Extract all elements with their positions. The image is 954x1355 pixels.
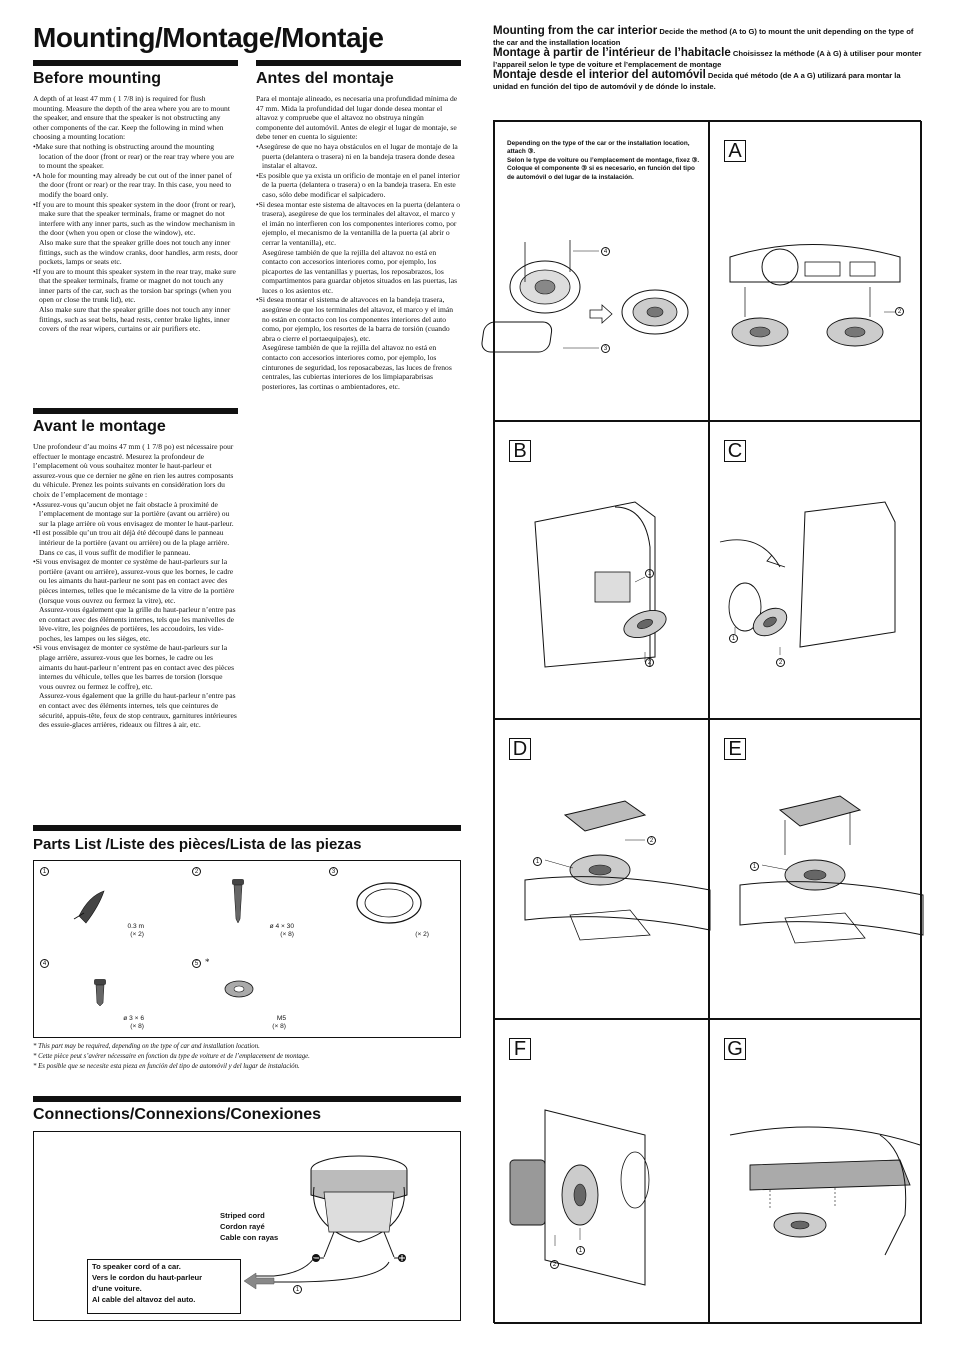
section-rule xyxy=(256,60,461,66)
panel-label-d: D xyxy=(509,738,531,760)
parts-illustrations xyxy=(34,861,462,1039)
callout-1: 1 xyxy=(576,1246,585,1255)
avant-item-subtext: Assurez-vous également que la grille du haut-parleur n’entre pas en contact avec des éléments internes, tels que les manivelles de lève-vitre, les poignées de portières, les accoudoirs, les vide-poches, les lampes ou les sièges, etc. xyxy=(39,605,236,643)
es-rest: Decida qué método (de A a G) utilizará para montar la unidad en función del tipo de automóvil y de dónde lo instale. xyxy=(493,71,901,91)
panel-a-speaker-illustration xyxy=(495,122,710,422)
avant-item-text: Il est possible qu’un trou ait déjà été découpé dans le panneau intérieur de la portière (avant ou arrière) ou de la plage arrière. Dans ce cas, il vous suffit de modifier le panneau. xyxy=(35,528,230,557)
callout-3: 3 xyxy=(601,344,610,353)
callout-4: 4 xyxy=(601,247,610,256)
callout-2: 2 xyxy=(645,658,654,667)
panel-label-f: F xyxy=(509,1038,531,1060)
part-2-number: 2 xyxy=(192,867,201,876)
avant-intro: Une profondeur d’au moins 47 mm ( 1 7/8 po) est nécessaire pour effectuer le montage encastré. Mesurez la profondeur de l’emplacement où vous souhaitez monter le haut-parleur et assurez-vous que ce dernier ne gêne en rien les autres composants du véhicule. Prenez les points suivants en considération lors du choix de l’emplacement de montage : xyxy=(33,442,234,499)
avant-heading: Avant le montage xyxy=(33,418,166,435)
avant-item: •Assurez-vous qu’aucun objet ne fait obstacle à proximité de l’emplacement de montage sur la portière (avant ou arrière) ou sur la plage arrière où vous envisagez de monter le haut-parleur. xyxy=(33,499,234,528)
section-rule xyxy=(33,825,461,831)
before-list xyxy=(33,142,238,334)
before-body xyxy=(33,94,238,334)
avant-body xyxy=(33,442,238,730)
part-2-label: ø 4 × 30 (× 8) xyxy=(269,923,294,938)
avant-list xyxy=(33,500,238,730)
avant-item: •Il est possible qu’un trou ait déjà été découpé dans le panneau intérieur de la portière (avant ou arrière) ou de la plage arrière. Dans ce cas, il vous suffit de modifier le panneau. xyxy=(33,528,230,557)
before-item-subtext: Also make sure that the speaker grille does not touch any inner fittings, such as the window cranks, door handles, arm rests, door pockets, lamps or seats etc. xyxy=(39,237,238,267)
parts-list-box xyxy=(33,860,461,1038)
panel-a-cell xyxy=(709,121,922,421)
panel-b-cell xyxy=(494,421,709,719)
part-5-asterisk: * xyxy=(205,957,210,967)
panel-f-side-panel-illustration xyxy=(495,1020,710,1325)
fr-title: Montage à partir de l’intérieur de l’habitacle xyxy=(493,47,731,59)
callout-1: 1 xyxy=(533,857,542,866)
fr-rest: Choisissez la méthode (A à G) à utiliser pour monter l’appareil selon le type de voiture et l’emplacement de montage xyxy=(493,49,922,69)
panel-a-note: Depending on the type of the car or the installation location, attach ③. Selon le type de voiture ou l’emplacement de montage, fixez ③. Coloque el componente ③ si es necesario, en función del tipo de automóvil o del lugar de la instalación. xyxy=(507,140,700,181)
connections-heading: Connections/Connexions/Conexiones xyxy=(33,1106,322,1123)
before-item: •If you are to mount this speaker system in the rear tray, make sure that the speaker terminals, frame or magnet do not touch any inner parts of the car, such as the torsion bar springs (when you open or close the trunk lid), etc. Also make sure that the speaker grille does not touch any inner fittings, such as seat belts, head rests, center brake lights, inner covers of the rear wipers, curtains or air purifiers etc. xyxy=(33,267,238,334)
antes-item: •Es posible que ya exista un orificio de montaje en el panel interior de la puerta (delantera o trasera) o en la bandeja trasera. En este caso, sólo debe modificar el salpicadero. xyxy=(256,170,460,199)
panel-e-rear-tray-illustration xyxy=(710,720,923,1020)
connections-box xyxy=(33,1131,461,1321)
panel-label-c: C xyxy=(724,440,746,462)
avant-item-text: Assurez-vous qu’aucun objet ne fait obstacle à proximité de l’emplacement de montage sur la portière (avant ou arrière) ou sur la plage arrière où vous envisagez de monter le haut-parleur. xyxy=(35,499,234,528)
before-item-subtext: Also make sure that the speaker grille does not touch any inner fittings, such as seat belts, head rests, center brake lights, inner covers of the rear wipers, curtains or air purifiers etc. xyxy=(39,305,231,334)
before-item: •Make sure that nothing is obstructing around the mounting location of the door (front or rear) or the rear tray where you are to mount the speaker. xyxy=(33,141,235,171)
panel-label-e: E xyxy=(724,738,746,760)
panel-c-cell xyxy=(709,421,922,719)
before-item-text: If you are to mount this speaker system in the door (front or rear), make sure that the speaker terminals, frame or magnet do not interfere with any inner parts, such as the window mechanism in the door (when you open or close the window), etc. xyxy=(35,199,236,238)
before-item-text: Make sure that nothing is obstructing around the mounting location of the door (front or rear) or the rear tray where you are to mount the speaker. xyxy=(35,141,235,171)
es-title: Montaje desde el interior del automóvil xyxy=(493,69,706,81)
antes-list xyxy=(256,142,461,391)
before-item: •A hole for mounting may already be cut out of the inner panel of the door (front or rear) or the rear tray. In this case, you need to modify the board only. xyxy=(33,170,232,199)
part-4-number: 4 xyxy=(40,959,49,968)
part-5-number: 5 xyxy=(192,959,201,968)
parts-heading: Parts List /Liste des pièces/Lista de las piezas xyxy=(33,836,362,853)
parts-footnote-es: * Es posible que se necesite esta pieza en función del tipo de automóvil y del lugar de instalación. xyxy=(33,1063,300,1070)
antes-item: •Si desea montar el sistema de altavoces en la bandeja trasera, asegúrese de que los terminales del altavoz, el marco y el imán no están en contacto con los componentes interiores del auto como, por ejemplo, los resortes de la barra de torsión (cuando abra o cierre el portaequipajes), etc. Asegúrese también de que la rejilla del altavoz no está en contacto con accesorios interiores como, por ejemplo, los cinturones de seguridad, los reposacabezas, las luces de frenos centrales, las cubiertas interiores de los limpiaparabrisas posteriores, las cortinas o ambientadores, etc. xyxy=(256,295,461,391)
antes-item-text: Asegúrese de que no haya obstáculos en el lugar de montaje de la puerta (delantera o trasera) ni en la bandeja trasera donde desea instalar el altavoz. xyxy=(258,141,458,171)
mounting-interior-header xyxy=(493,26,923,92)
before-item: •If you are to mount this speaker system in the door (front or rear), make sure that the speaker terminals, frame or magnet do not interfere with any inner parts, such as the window mechanism in the door (when you open or close the window), etc. Also make sure that the speaker grille does not touch any inner fittings, such as the window cranks, door handles, arm rests, door pockets, lamps or seats etc. xyxy=(33,199,238,267)
antes-item-subtext: Asegúrese también de que la rejilla del altavoz no está en contacto con accesorios interiores como, por ejemplo, los cinturones de seguridad, los reposacabezas, las luces de frenos centrales, las cubiertas interiores de los limpiaparabrisas posteriores, las cortinas o ambientadores, etc. xyxy=(262,343,452,391)
avant-item: •Si vous envisagez de monter ce système de haut-parleurs sur la portière (avant ou arrière), assurez-vous que les bornes, le cadre ou les aimants du haut-parleur ne sont pas en contact avec des pièces internes, telles que le mécanisme de la vitre de la portière (lorsque vous ouvrez ou fermez la vitre), etc. Assurez-vous également que la grille du haut-parleur n’entre pas en contact avec des éléments internes, tels que les manivelles de lève-vitre, les poignées de portières, les accoudoirs, les vide-poches, les lampes ou les sièges, etc. xyxy=(33,557,238,643)
callout-1: 1 xyxy=(293,1285,302,1294)
striped-cord-label: Striped cord Cordon rayé Cable con rayas xyxy=(220,1211,279,1242)
avant-item-text: Si vous envisagez de monter ce système de haut-parleurs sur la portière (avant ou arrière), assurez-vous que les bornes, le cadre ou les aimants du haut-parleur ne sont pas en contact avec des pièces internes, telles que le mécanisme de la vitre de la portière (lorsque vous ouvrez ou fermez la vitre), etc. xyxy=(35,557,235,605)
before-heading: Before mounting xyxy=(33,70,161,87)
section-rule xyxy=(33,1096,461,1102)
to-car-cord-label: To speaker cord of a car. Vers le cordon du haut-parleur d’une voiture. Al cable del altavoz del auto. xyxy=(87,1259,241,1314)
avant-item-text: Si vous envisagez de monter ce système de haut-parleurs sur la plage arrière, assurez-vous que les bornes, le cadre ou les aimants du haut-parleur n’entrent pas en contact avec des pièces internes du véhicule, telles que les barres de torsion (lorsque vous ouvrez ou fermez le coffre), etc. xyxy=(35,643,235,691)
part-1-label: 0.3 m (× 2) xyxy=(127,923,144,938)
antes-item: •Si desea montar este sistema de altavoces en la puerta (delantera o trasera), asegúrese de que los terminales del altavoz, el marco y el imán no interfieren con los componentes interiores como, por ejemplo, el mecanismo de la ventanilla de la puerta (al abrir o cerrar la ventanilla), etc. Asegúrese también de que la rejilla del altavoz no está en contacto con accesorios interiores como, por ejemplo, los picaportes de las ventanillas y puertas, los reposabrazos, los compartimentos para guardar objetos situados en las puertas, las luces o los asientos etc. xyxy=(256,199,461,295)
panel-g-parcel-shelf-illustration xyxy=(710,1020,923,1325)
callout-2: 2 xyxy=(895,307,904,316)
antes-item-text: Es posible que ya exista un orificio de montaje en el panel interior de la puerta (delantera o trasera) o en la bandeja trasera. En este caso, sólo debe modificar el salpicadero. xyxy=(258,170,460,199)
panel-a-note-cell xyxy=(494,121,709,421)
part-5-label: M5 (× 8) xyxy=(272,1015,286,1030)
callout-1: 1 xyxy=(750,862,759,871)
panel-b-door-illustration xyxy=(495,422,710,720)
part-3-label: (× 2) xyxy=(415,931,429,938)
panel-d-rear-tray-illustration xyxy=(495,720,710,1020)
antes-item-subtext: Asegúrese también de que la rejilla del altavoz no está en contacto con accesorios interiores como, por ejemplo, los picaportes de las ventanillas y puertas, los reposabrazos, los compartimentos para guardar objetos situados en las puertas, las luces o los asientos etc. xyxy=(262,247,458,295)
part-1-number: 1 xyxy=(40,867,49,876)
parts-footnote-en: * This part may be required, depending on the type of car and installation location. xyxy=(33,1043,260,1050)
panel-c-door-illustration xyxy=(710,422,923,720)
page-title: Mounting/Montage/Montaje xyxy=(33,22,384,53)
mounting-methods-grid xyxy=(493,120,921,1323)
antes-heading: Antes del montaje xyxy=(256,70,394,87)
antes-intro: Para el montaje alineado, es necesaria una profundidad mínima de 47 mm. Mida la profundidad del lugar donde desea montar el altavoz y compruebe que el altavoz no obstruya ningún componente del automóvil. Antes de elegir el lugar de montaje, se debe tener en cuenta lo siguiente: xyxy=(256,94,458,142)
part-4-label: ø 3 × 6 (× 8) xyxy=(123,1015,144,1030)
callout-2: 2 xyxy=(647,836,656,845)
antes-item-text: Si desea montar este sistema de altavoces en la puerta (delantera o trasera), asegúrese de que los terminales del altavoz, el marco y el imán no interfieren con los componentes interiores como, por ejemplo, el mecanismo de la ventanilla de la puerta (al abrir o cerrar la ventanilla), etc. xyxy=(258,199,461,247)
panel-e-cell xyxy=(709,719,922,1019)
section-rule xyxy=(33,408,238,414)
before-item-text: A hole for mounting may already be cut out of the inner panel of the door (front or rear) or the rear tray. In this case, you need to modify the board only. xyxy=(35,170,232,199)
panel-a-dashboard-illustration xyxy=(710,122,923,422)
panel-g-cell xyxy=(709,1019,922,1324)
callout-2: 2 xyxy=(550,1260,559,1269)
callout-1: 1 xyxy=(645,569,654,578)
antes-item: •Asegúrese de que no haya obstáculos en el lugar de montaje de la puerta (delantera o trasera) ni en la bandeja trasera donde desea instalar el altavoz. xyxy=(256,141,458,171)
before-item-text: If you are to mount this speaker system in the rear tray, make sure that the speaker terminals, frame or magnet do not touch any inner parts of the car, such as the torsion bar springs (when you open or close the trunk lid), etc. xyxy=(35,266,236,305)
panel-label-a: A xyxy=(724,140,746,162)
avant-item-subtext: Assurez-vous également que la grille du haut-parleur n’entre pas en contact avec des éléments internes, tels que ceintures de sécurité, appuis-tête, feux de stop centraux, garnitures intérieures des essuie-glaces arrières, rideaux ou filtres à air, etc. xyxy=(39,691,237,730)
parts-footnote-fr: * Cette pièce peut s’avérer nécessaire en fonction du type de voiture et de l’emplacement de montage. xyxy=(33,1053,310,1060)
before-intro: A depth of at least 47 mm ( 1 7/8 in) is required for flush mounting. Measure the depth of the area where you are to mount the speaker, and ensure that the speaker is not obstructing any other components of the car. Keep the following in mind when choosing a mounting location: xyxy=(33,94,230,142)
en-rest: Decide the method (A to G) to mount the unit depending on the type of the car and the installation location xyxy=(493,27,914,47)
panel-f-cell xyxy=(494,1019,709,1324)
antes-body xyxy=(256,94,461,391)
section-rule xyxy=(33,60,238,66)
avant-item: •Si vous envisagez de monter ce système de haut-parleurs sur la plage arrière, assurez-vous que les bornes, le cadre ou les aimants du haut-parleur n’entrent pas en contact avec des pièces internes du véhicule, telles que les barres de torsion (lorsque vous ouvrez ou fermez le coffre), etc. Assurez-vous également que la grille du haut-parleur n’entre pas en contact avec des éléments internes, tels que ceintures de sécurité, appuis-tête, feux de stop centraux, garnitures intérieures des essuie-glaces arrières, rideaux ou filtres à air, etc. xyxy=(33,643,237,730)
callout-1: 1 xyxy=(729,634,738,643)
panel-label-b: B xyxy=(509,440,531,462)
panel-d-cell xyxy=(494,719,709,1019)
panel-label-g: G xyxy=(724,1038,746,1060)
antes-item-text: Si desea montar el sistema de altavoces en la bandeja trasera, asegúrese de que los terminales del altavoz, el marco y el imán no están en contacto con los componentes interiores del auto como, por ejemplo, los resortes de la barra de torsión (cuando abra o cierre el portaequipajes), etc. xyxy=(258,295,454,343)
en-title: Mounting from the car interior xyxy=(493,25,658,37)
callout-2: 2 xyxy=(776,658,785,667)
part-3-number: 3 xyxy=(329,867,338,876)
